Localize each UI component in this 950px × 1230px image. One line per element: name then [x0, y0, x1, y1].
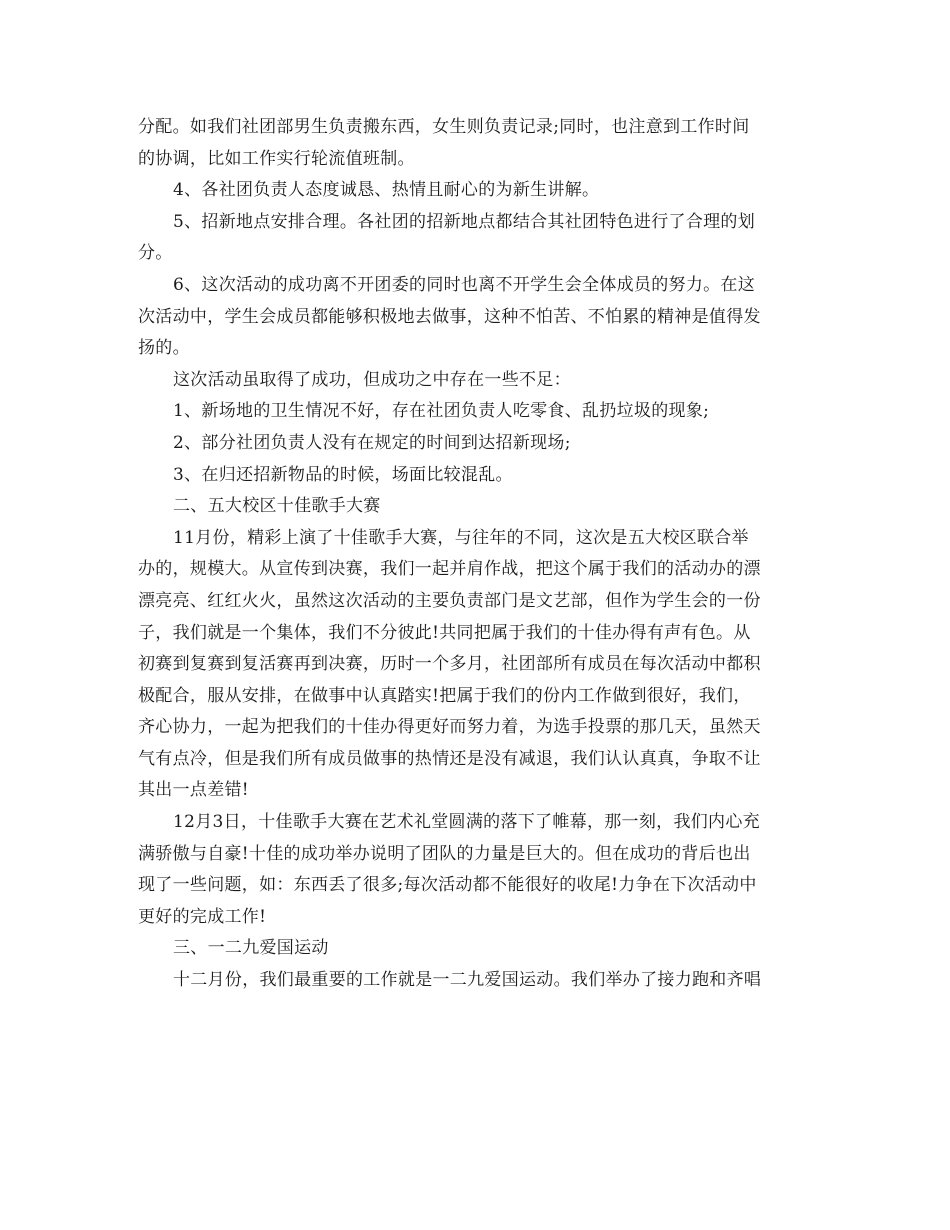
text-line: 更好的完成工作!: [138, 906, 267, 927]
list-item: 1、新场地的卫生情况不好，存在社团负责人吃零食、乱扔垃圾的现象;: [173, 401, 710, 422]
text-line: 次活动中，学生会成员都能够积极地去做事，这种不怕苦、不怕累的精神是值得发: [138, 306, 761, 327]
text-line: 初赛到复赛到复活赛再到决赛，历时一个多月，社团部所有成员在每次活动中都积: [138, 654, 761, 675]
section-heading: 三、一二九爱国运动: [173, 938, 329, 959]
text-line: 漂亮亮、红红火火，虽然这次活动的主要负责部门是文艺部，但作为学生会的一份: [138, 590, 761, 611]
paragraph-start: 十二月份，我们最重要的工作就是一二九爱国运动。我们举办了接力跑和齐唱: [173, 970, 762, 991]
text-line: 子，我们就是一个集体，我们不分彼此!共同把属于我们的十佳办得有声有色。从: [138, 622, 751, 643]
paragraph-start: 这次活动虽取得了成功，但成功之中存在一些不足：: [173, 369, 571, 390]
paragraph-start: 11月份，精彩上演了十佳歌手大赛，与往年的不同，这次是五大校区联合举: [173, 527, 749, 548]
list-item: 2、部分社团负责人没有在规定的时间到达招新现场;: [173, 432, 571, 453]
text-line: 满骄傲与自豪!十佳的成功举办说明了团队的力量是巨大的。但在成功的背后也出: [138, 843, 751, 864]
text-line: 分配。如我们社团部男生负责搬东西，女生则负责记录;同时，也注意到工作时间: [138, 117, 750, 137]
text-line: 齐心协力，一起为把我们的十佳办得更好而努力着，为选手投票的那几天，虽然天: [138, 717, 761, 738]
text-line: 扬的。: [138, 338, 190, 359]
section-heading: 二、五大校区十佳歌手大赛: [173, 496, 381, 517]
list-item: 4、各社团负责人态度诚恳、热情且耐心的为新生讲解。: [173, 180, 600, 201]
text-line: 极配合，服从安排，在做事中认真踏实!把属于我们的份内工作做到很好，我们，: [138, 685, 751, 706]
text-line: 气有点冷，但是我们所有成员做事的热情还是没有减退，我们认认真真，争取不让: [138, 748, 761, 769]
list-item: 5、招新地点安排合理。各社团的招新地点都结合其社团特色进行了合理的划: [173, 211, 756, 232]
text-line: 分。: [138, 243, 173, 264]
document-body: [138, 112, 828, 997]
list-item: 3、在归还招新物品的时候，场面比较混乱。: [173, 464, 513, 485]
list-item: 6、这次活动的成功离不开团委的同时也离不开学生会全体成员的努力。在这: [173, 274, 756, 295]
paragraph-start: 12月3日，十佳歌手大赛在艺术礼堂圆满的落下了帷幕，那一刻，我们内心充: [173, 812, 760, 833]
text-line: 现了一些问题，如：东西丢了很多;每次活动都不能很好的收尾!力争在下次活动中: [138, 875, 757, 896]
text-line: 的协调，比如工作实行轮流值班制。: [138, 148, 415, 169]
text-line: 其出一点差错!: [138, 780, 249, 801]
text-line: 办的，规模大。从宣传到决赛，我们一起并肩作战，把这个属于我们的活动办的漂: [138, 559, 761, 580]
